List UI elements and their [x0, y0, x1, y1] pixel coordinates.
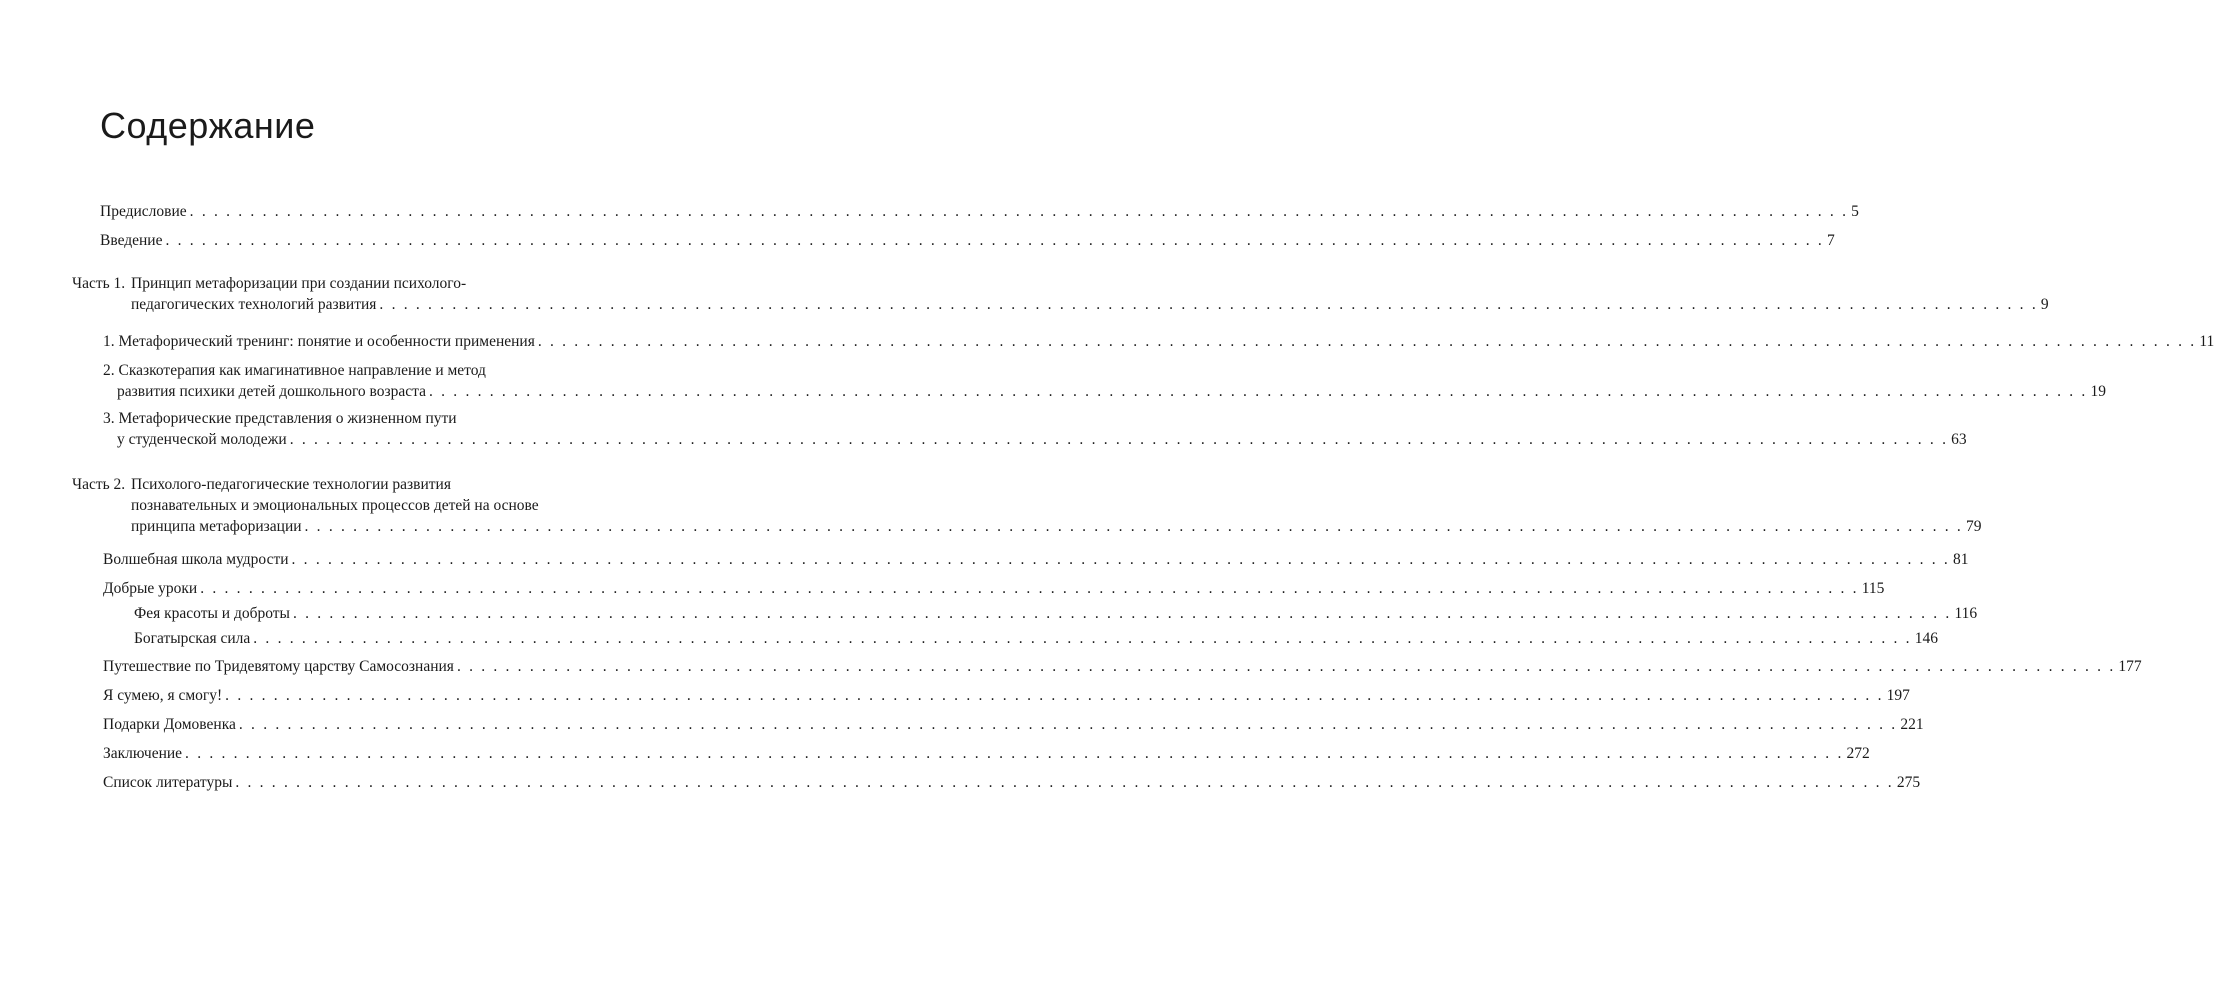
part-title-line: познавательных и эмоциональных процессов детей на основе [131, 497, 539, 514]
toc-entry-title: 3. Метафорические представления о жизненном пути [103, 410, 457, 427]
toc-entry-page: 177 [2118, 658, 2142, 675]
toc-entry-page: 116 [1954, 605, 1978, 622]
leader-dots [290, 429, 1948, 450]
part-label: Часть 1. [72, 275, 126, 292]
toc-subchapter-2-2-1[interactable] [134, 603, 1978, 624]
leader-dots [538, 331, 2196, 352]
toc-entry-title: Волшебная школа мудрости [103, 551, 289, 568]
toc-entry-page: 11 [2199, 333, 2214, 350]
toc-entry-title: Я сумею, я смогу! [103, 687, 223, 704]
leader-dots [190, 201, 1848, 222]
leader-dots [292, 549, 1950, 570]
toc-chapter-2-5[interactable] [103, 714, 1924, 735]
toc-entry-page: 272 [1846, 745, 1870, 762]
toc-entry-title: Добрые уроки [103, 580, 198, 597]
page-title: Содержание [100, 105, 316, 146]
toc-entry-page: 275 [1896, 774, 1921, 791]
toc-entry-title: Список литературы [103, 774, 233, 791]
toc-entry-title-cont: у студенческой молодежи [117, 431, 287, 448]
toc-entry-introduction[interactable] [100, 230, 1835, 251]
part-title-line: Принцип метафоризации при создании психолого- [131, 275, 467, 292]
toc-entry-preface[interactable] [100, 201, 1859, 222]
toc-chapter-2-1[interactable] [103, 549, 1969, 570]
toc-chapter-1-2[interactable] [103, 360, 2106, 402]
toc-entry-page: 81 [1953, 551, 1969, 568]
toc-entry-page: 79 [1966, 518, 1982, 535]
toc-entry-page: 197 [1886, 687, 1910, 704]
leader-dots [429, 381, 2087, 402]
toc-entry-page: 9 [2040, 296, 2049, 313]
toc-entry-page: 7 [1826, 232, 1835, 249]
toc-chapter-1-3[interactable] [103, 408, 1967, 450]
toc-chapter-2-3[interactable] [103, 656, 2142, 677]
toc-entry-title-cont: развития психики детей дошкольного возраста [117, 383, 426, 400]
leader-dots [185, 743, 1843, 764]
toc-entry-title: Заключение [103, 745, 183, 762]
toc-subchapter-2-2-2[interactable] [134, 628, 1939, 649]
leader-dots [225, 685, 1883, 706]
toc-entry-title: Богатырская сила [134, 630, 251, 647]
toc-entry-title: 2. Сказкотерапия как имагинативное направление и метод [103, 362, 486, 379]
toc-chapter-2-4[interactable] [103, 685, 1910, 706]
toc-entry-page: 115 [1861, 580, 1885, 597]
leader-dots [235, 772, 1893, 793]
leader-dots [239, 714, 1897, 735]
toc-entry-title: 1. Метафорический тренинг: понятие и особенности применения [103, 333, 535, 350]
toc-entry-title: Подарки Домовенка [103, 716, 236, 733]
toc-entry-title: Предисловие [100, 203, 187, 220]
toc-part-2[interactable] [72, 474, 1982, 537]
toc-entry-title: Путешествие по Тридевятому царству Самосознания [103, 658, 454, 675]
toc-chapter-2-2[interactable] [103, 578, 1885, 599]
toc-entry-title: Фея красоты и доброты [134, 605, 290, 622]
toc-chapter-1-1[interactable] [103, 331, 2214, 352]
toc-entry-page: 5 [1851, 203, 1859, 220]
toc-entry-page: 221 [1900, 716, 1924, 733]
toc-entry-page: 63 [1951, 431, 1967, 448]
toc-entry-title: Введение [100, 232, 163, 249]
leader-dots [253, 628, 1911, 649]
part-title-line: принципа метафоризации [131, 518, 302, 535]
part-label: Часть 2. [72, 476, 126, 493]
leader-dots [305, 516, 1963, 537]
leader-dots [379, 294, 2037, 315]
leader-dots [293, 603, 1951, 624]
toc-entry-page: 146 [1914, 630, 1939, 647]
toc-bibliography[interactable] [103, 772, 1921, 793]
leader-dots [457, 656, 2115, 677]
toc-part-1[interactable] [72, 273, 2049, 315]
part-title-line: Психолого-педагогические технологии развития [131, 476, 451, 493]
part-title-line: педагогических технологий развития [131, 296, 377, 313]
leader-dots [200, 578, 1858, 599]
leader-dots [165, 230, 1823, 251]
toc-conclusion[interactable] [103, 743, 1870, 764]
toc-entry-page: 19 [2090, 383, 2106, 400]
